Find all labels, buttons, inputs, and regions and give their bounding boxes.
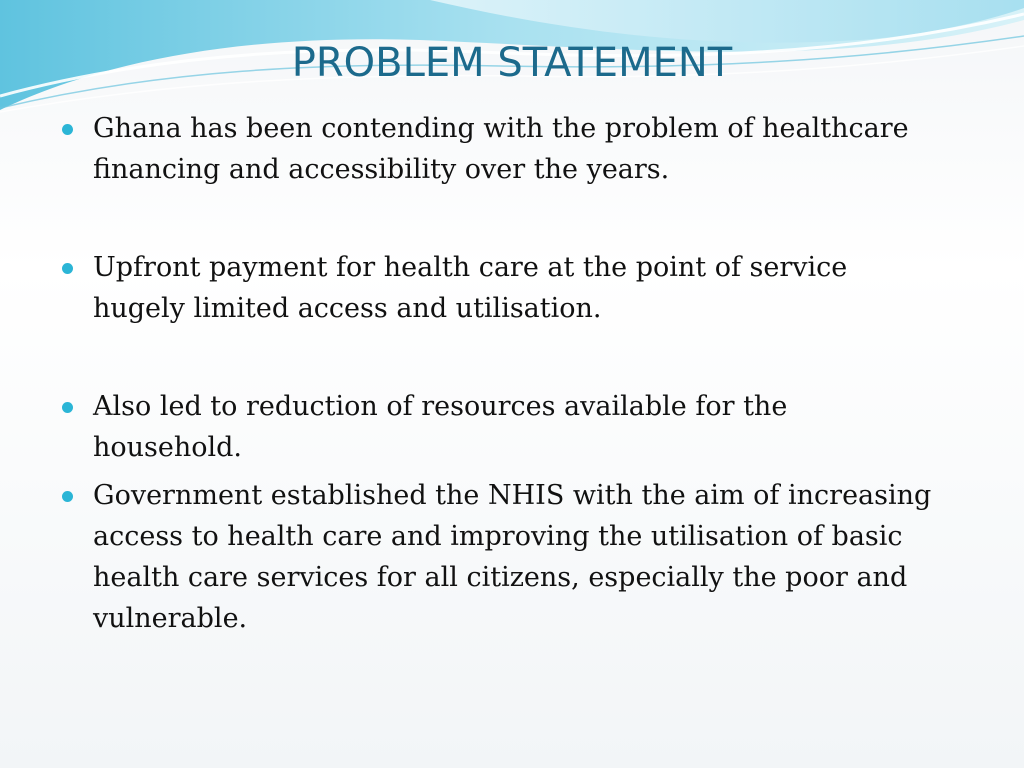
bullet-text: Also led to reduction of resources available for the household. (93, 391, 788, 463)
bullet-item (60, 475, 995, 639)
bullet-text: Ghana has been contending with the problem of healthcare financing and accessibility over the years. (93, 113, 909, 185)
bullet-item (60, 108, 995, 190)
slide-title: PROBLEM STATEMENT (291, 40, 733, 86)
bullet-text: Government established the NHIS with the aim of increasing access to health care and improving the utilisation of basic health care services for all citizens, especially the poor and vulnerable. (93, 480, 932, 634)
bullet-item (60, 386, 995, 468)
bullet-dot-icon (62, 124, 73, 135)
bullet-dot-icon (62, 491, 73, 502)
bullet-text: Upfront payment for health care at the point of service hugely limited access and utilisation. (93, 252, 848, 324)
bullet-list (60, 108, 995, 639)
bullet-dot-icon (62, 402, 73, 413)
bullet-item (60, 247, 995, 329)
bullet-dot-icon (62, 263, 73, 274)
